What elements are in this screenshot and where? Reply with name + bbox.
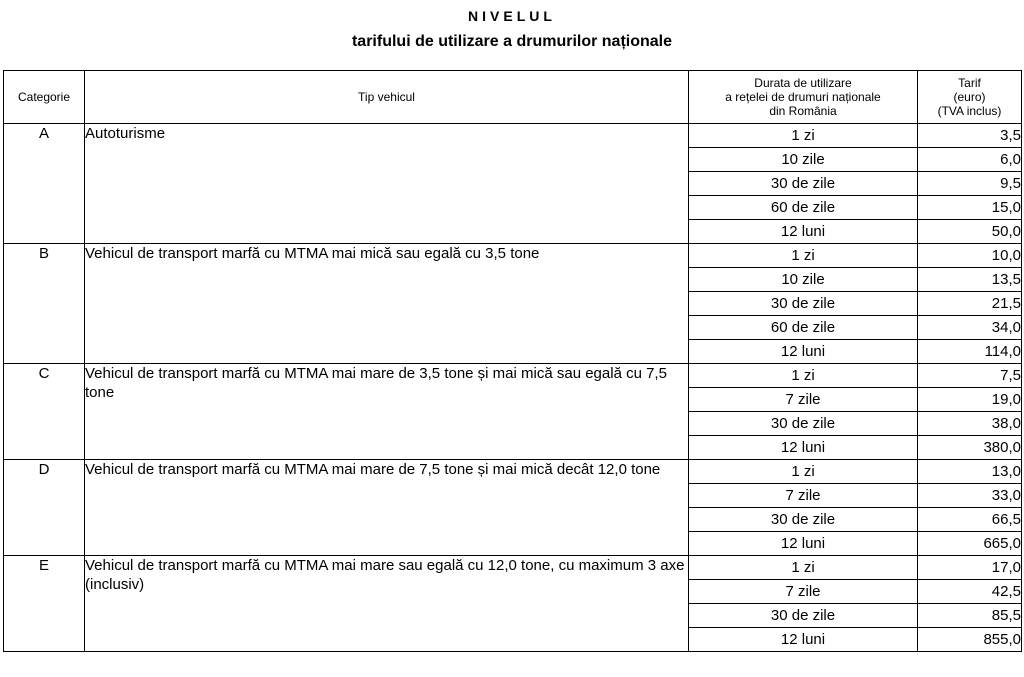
table-row [4, 244, 1022, 268]
duration-cell: 60 de zile [689, 316, 918, 340]
price-cell: 19,0 [918, 388, 1022, 412]
duration-cell: 1 zi [689, 124, 918, 148]
duration-cell: 12 luni [689, 532, 918, 556]
duration-cell: 1 zi [689, 364, 918, 388]
document-subtitle: tarifului de utilizare a drumurilor naționale [351, 33, 673, 50]
table-row [4, 556, 1022, 580]
price-cell: 855,0 [918, 628, 1022, 652]
header-duration-line-1: Durata de utilizare [754, 76, 852, 90]
duration-cell: 30 de zile [689, 292, 918, 316]
header-duration [689, 71, 918, 124]
price-cell: 50,0 [918, 220, 1022, 244]
header-tariff-line-2: (euro) [953, 90, 986, 104]
category-code: D [4, 460, 85, 556]
duration-cell: 30 de zile [689, 412, 918, 436]
price-cell: 38,0 [918, 412, 1022, 436]
table-row [4, 460, 1022, 484]
duration-cell: 7 zile [689, 484, 918, 508]
price-cell: 13,0 [918, 460, 1022, 484]
duration-cell: 12 luni [689, 340, 918, 364]
vehicle-type: Vehicul de transport marfă cu MTMA mai mare de 3,5 tone și mai mică sau egală cu 7,5 tone [85, 364, 689, 460]
price-cell: 7,5 [918, 364, 1022, 388]
price-cell: 13,5 [918, 268, 1022, 292]
duration-cell: 12 luni [689, 628, 918, 652]
price-cell: 9,5 [918, 172, 1022, 196]
duration-cell: 12 luni [689, 436, 918, 460]
duration-cell: 60 de zile [689, 196, 918, 220]
duration-cell: 10 zile [689, 148, 918, 172]
price-cell: 85,5 [918, 604, 1022, 628]
price-cell: 17,0 [918, 556, 1022, 580]
price-cell: 10,0 [918, 244, 1022, 268]
header-tariff-line-3: (TVA inclus) [937, 104, 1002, 118]
price-cell: 15,0 [918, 196, 1022, 220]
price-cell: 21,5 [918, 292, 1022, 316]
price-cell: 665,0 [918, 532, 1022, 556]
table-header-row [4, 71, 1022, 124]
duration-cell: 12 luni [689, 220, 918, 244]
header-tariff [918, 71, 1022, 124]
header-category: Categorie [4, 71, 85, 124]
duration-cell: 7 zile [689, 388, 918, 412]
header-vehicle-type: Tip vehicul [85, 71, 689, 124]
vehicle-type: Vehicul de transport marfă cu MTMA mai mică sau egală cu 3,5 tone [85, 244, 689, 364]
header-duration-line-3: din România [769, 104, 837, 118]
document-title: NIVELUL [468, 8, 556, 24]
table-row [4, 124, 1022, 148]
price-cell: 6,0 [918, 148, 1022, 172]
category-code: A [4, 124, 85, 244]
header-duration-line-2: a rețelei de drumuri naționale [725, 90, 881, 104]
price-cell: 42,5 [918, 580, 1022, 604]
duration-cell: 1 zi [689, 244, 918, 268]
price-cell: 66,5 [918, 508, 1022, 532]
duration-cell: 30 de zile [689, 172, 918, 196]
vehicle-type: Autoturisme [85, 124, 689, 244]
category-code: E [4, 556, 85, 652]
header-tariff-line-1: Tarif [958, 76, 981, 90]
category-code: B [4, 244, 85, 364]
price-cell: 33,0 [918, 484, 1022, 508]
duration-cell: 30 de zile [689, 508, 918, 532]
table-row [4, 364, 1022, 388]
tariff-table-body [4, 124, 1022, 652]
category-code: C [4, 364, 85, 460]
duration-cell: 1 zi [689, 556, 918, 580]
tariff-table [3, 70, 1022, 652]
vehicle-type: Vehicul de transport marfă cu MTMA mai mare de 7,5 tone și mai mică decât 12,0 tone [85, 460, 689, 556]
vehicle-type: Vehicul de transport marfă cu MTMA mai mare sau egală cu 12,0 tone, cu maximum 3 axe (inclusiv) [85, 556, 689, 652]
price-cell: 114,0 [918, 340, 1022, 364]
duration-cell: 1 zi [689, 460, 918, 484]
price-cell: 380,0 [918, 436, 1022, 460]
price-cell: 3,5 [918, 124, 1022, 148]
duration-cell: 30 de zile [689, 604, 918, 628]
duration-cell: 10 zile [689, 268, 918, 292]
document-title-block [0, 6, 1024, 54]
duration-cell: 7 zile [689, 580, 918, 604]
price-cell: 34,0 [918, 316, 1022, 340]
